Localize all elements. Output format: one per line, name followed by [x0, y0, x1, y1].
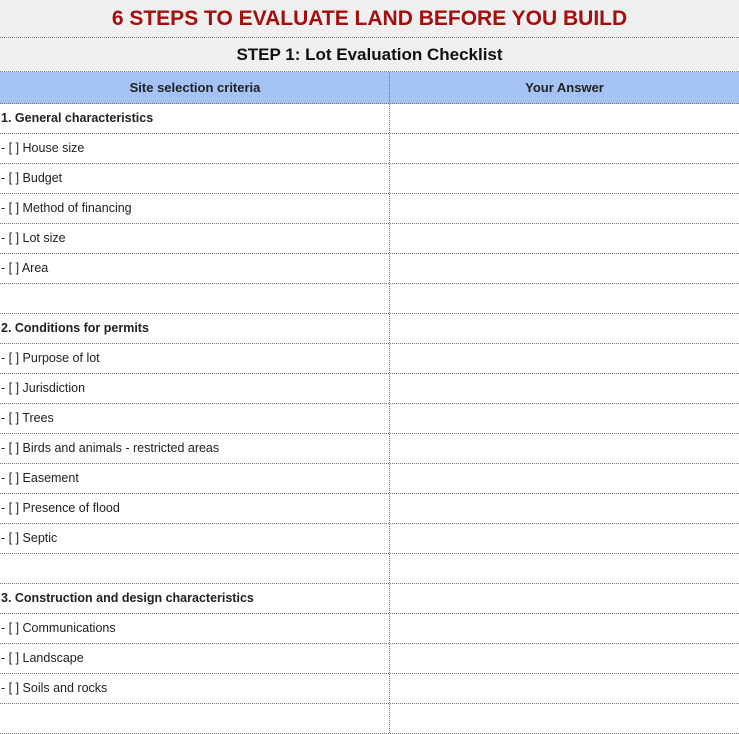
document-title: 6 STEPS TO EVALUATE LAND BEFORE YOU BUILD	[0, 0, 739, 38]
section-row	[0, 104, 739, 134]
criteria-cell[interactable]: - [ ] Birds and animals - restricted areas	[0, 434, 390, 463]
answer-cell[interactable]	[390, 284, 739, 313]
criteria-cell[interactable]	[0, 554, 390, 583]
column-header-criteria: Site selection criteria	[0, 72, 390, 103]
table-row	[0, 494, 739, 524]
answer-cell[interactable]	[390, 644, 739, 673]
criteria-cell[interactable]: - [ ] Landscape	[0, 644, 390, 673]
table-row	[0, 704, 739, 734]
criteria-cell[interactable]	[0, 284, 390, 313]
answer-cell[interactable]	[390, 434, 739, 463]
criteria-cell[interactable]: - [ ] Budget	[0, 164, 390, 193]
criteria-cell[interactable]: - [ ] Lot size	[0, 224, 390, 253]
criteria-cell[interactable]: - [ ] Purpose of lot	[0, 344, 390, 373]
criteria-cell[interactable]: 3. Construction and design characteristics	[0, 584, 390, 613]
table-row	[0, 404, 739, 434]
table-row	[0, 254, 739, 284]
answer-cell[interactable]	[390, 374, 739, 403]
criteria-cell[interactable]: - [ ] Septic	[0, 524, 390, 553]
criteria-cell[interactable]: - [ ] Trees	[0, 404, 390, 433]
table-header	[0, 72, 739, 104]
criteria-cell[interactable]: - [ ] Method of financing	[0, 194, 390, 223]
column-header-answer: Your Answer	[525, 80, 604, 95]
table-row	[0, 674, 739, 704]
answer-cell[interactable]	[390, 404, 739, 433]
section-row	[0, 584, 739, 614]
answer-cell[interactable]	[390, 614, 739, 643]
criteria-cell[interactable]: - [ ] Soils and rocks	[0, 674, 390, 703]
answer-cell[interactable]	[390, 584, 739, 613]
table-row	[0, 554, 739, 584]
answer-cell[interactable]	[390, 314, 739, 343]
table-row	[0, 644, 739, 674]
criteria-cell[interactable]: - [ ] Communications	[0, 614, 390, 643]
table-row	[0, 194, 739, 224]
answer-cell[interactable]	[390, 704, 739, 733]
table-row	[0, 224, 739, 254]
table-row	[0, 614, 739, 644]
criteria-cell[interactable]: 1. General characteristics	[0, 104, 390, 133]
criteria-cell[interactable]: - [ ] Area	[0, 254, 390, 283]
table-row	[0, 284, 739, 314]
answer-cell[interactable]	[390, 194, 739, 223]
answer-cell[interactable]	[390, 464, 739, 493]
step-heading: STEP 1: Lot Evaluation Checklist	[0, 38, 739, 72]
criteria-cell[interactable]	[0, 704, 390, 733]
answer-cell[interactable]	[390, 104, 739, 133]
table-row	[0, 524, 739, 554]
answer-cell[interactable]	[390, 524, 739, 553]
criteria-cell[interactable]: - [ ] Jurisdiction	[0, 374, 390, 403]
answer-cell[interactable]	[390, 164, 739, 193]
answer-cell[interactable]	[390, 254, 739, 283]
answer-cell[interactable]	[390, 554, 739, 583]
criteria-cell[interactable]: - [ ] Presence of flood	[0, 494, 390, 523]
criteria-cell[interactable]: 2. Conditions for permits	[0, 314, 390, 343]
table-row	[0, 464, 739, 494]
criteria-cell[interactable]: - [ ] House size	[0, 134, 390, 163]
answer-cell[interactable]	[390, 134, 739, 163]
criteria-cell[interactable]: - [ ] Easement	[0, 464, 390, 493]
answer-cell[interactable]	[390, 674, 739, 703]
checklist-table	[0, 104, 739, 734]
answer-cell[interactable]	[390, 344, 739, 373]
section-row	[0, 314, 739, 344]
answer-cell[interactable]	[390, 494, 739, 523]
table-row	[0, 434, 739, 464]
table-row	[0, 374, 739, 404]
table-row	[0, 344, 739, 374]
table-row	[0, 134, 739, 164]
answer-cell[interactable]	[390, 224, 739, 253]
table-row	[0, 164, 739, 194]
